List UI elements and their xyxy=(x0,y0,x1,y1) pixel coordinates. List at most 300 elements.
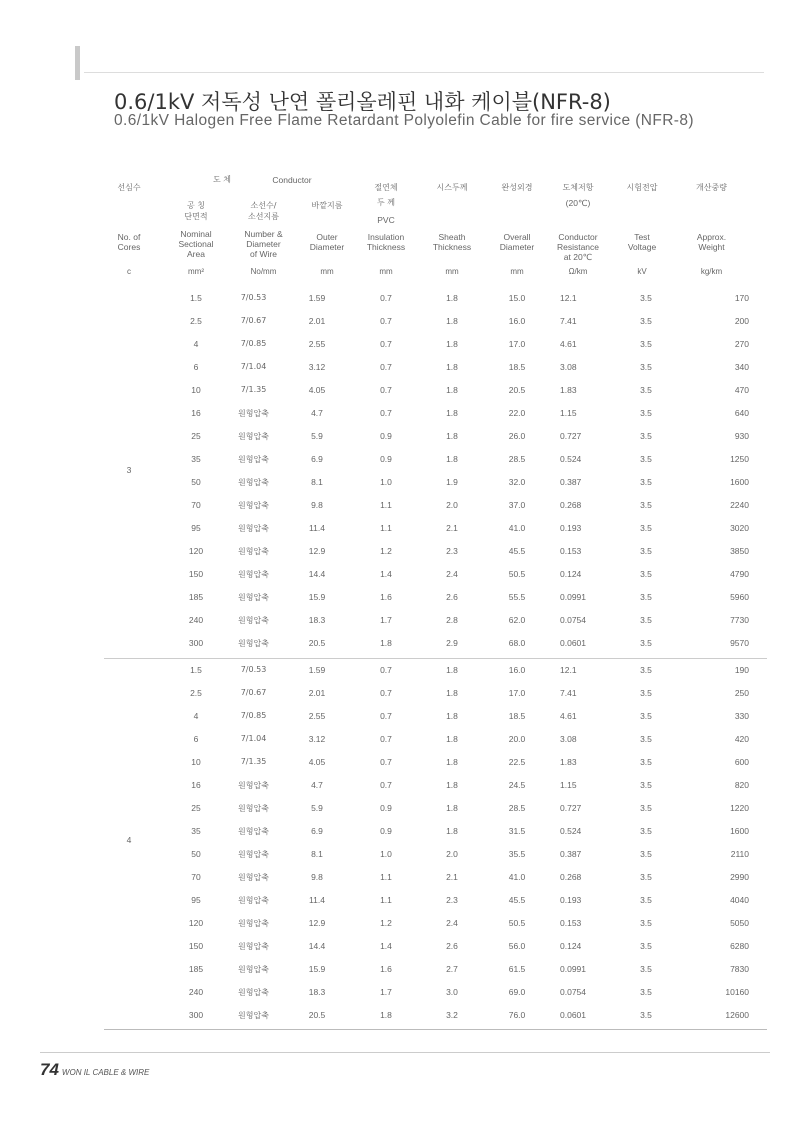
cell-outer-diameter: 2.55 xyxy=(308,339,326,349)
header-weight-en2: Weight xyxy=(698,242,725,252)
cell-resistance: 0.727 xyxy=(560,803,582,813)
cell-insulation: 1.6 xyxy=(380,964,392,974)
cell-overall-diameter: 35.5 xyxy=(508,849,526,859)
cell-overall-diameter: 15.0 xyxy=(508,293,526,303)
cell-weight: 3020 xyxy=(730,523,749,533)
cell-weight: 10160 xyxy=(725,987,749,997)
unit-sheath: mm xyxy=(445,267,459,276)
cell-weight: 270 xyxy=(734,339,749,349)
cell-voltage: 3.5 xyxy=(640,316,652,326)
header-outer-en2: Diameter xyxy=(309,242,345,252)
cell-resistance: 0.0601 xyxy=(560,638,586,648)
cell-area: 185 xyxy=(188,964,204,974)
cell-overall-diameter: 17.0 xyxy=(508,339,526,349)
cell-outer-diameter: 6.9 xyxy=(311,454,323,464)
cell-insulation: 1.2 xyxy=(380,918,392,928)
cell-conductor: 7/0.53 xyxy=(240,293,267,302)
cell-outer-diameter: 2.01 xyxy=(308,316,326,326)
cell-voltage: 3.5 xyxy=(640,987,652,997)
header-insulation-en2: Thickness xyxy=(366,242,406,252)
cell-overall-diameter: 55.5 xyxy=(508,592,526,602)
cell-weight: 170 xyxy=(734,293,749,303)
cell-overall-diameter: 37.0 xyxy=(508,500,526,510)
cell-voltage: 3.5 xyxy=(640,849,652,859)
cell-conductor: 원형압축 xyxy=(238,781,269,790)
cell-weight: 1250 xyxy=(730,454,749,464)
cell-sheath: 2.6 xyxy=(446,592,458,602)
cell-sheath: 1.8 xyxy=(446,757,458,767)
cell-outer-diameter: 6.9 xyxy=(311,826,323,836)
unit-number: No/mm xyxy=(250,267,277,276)
cell-insulation: 0.7 xyxy=(380,665,392,675)
cell-resistance: 0.124 xyxy=(560,941,582,951)
cell-resistance: 4.61 xyxy=(560,711,577,721)
cell-voltage: 3.5 xyxy=(640,615,652,625)
cell-voltage: 3.5 xyxy=(640,757,652,767)
cell-outer-diameter: 12.9 xyxy=(308,546,326,556)
cell-outer-diameter: 5.9 xyxy=(311,431,323,441)
header-outer-en1: Outer xyxy=(316,232,338,242)
cell-conductor: 원형압축 xyxy=(238,409,269,418)
cell-resistance: 4.61 xyxy=(560,339,577,349)
table-row xyxy=(104,866,767,889)
header-cores-en1: No. of xyxy=(117,232,141,242)
cell-weight: 5050 xyxy=(730,918,749,928)
cell-overall-diameter: 24.5 xyxy=(508,780,526,790)
header-resistance-en3: at 20℃ xyxy=(563,252,593,262)
cell-insulation: 1.7 xyxy=(380,987,392,997)
cell-insulation: 1.1 xyxy=(380,872,392,882)
header-number-ko2: 소선지름 xyxy=(248,212,279,221)
cell-resistance: 12.1 xyxy=(560,293,577,303)
cell-conductor: 원형압축 xyxy=(238,896,269,905)
cell-resistance: 0.268 xyxy=(560,872,582,882)
cell-sheath: 2.3 xyxy=(446,546,458,556)
cell-insulation: 0.7 xyxy=(380,339,392,349)
cell-resistance: 0.727 xyxy=(560,431,582,441)
cell-voltage: 3.5 xyxy=(640,711,652,721)
cell-voltage: 3.5 xyxy=(640,895,652,905)
table-row xyxy=(104,586,767,609)
header-insulation-pvc: PVC xyxy=(377,215,395,225)
header-sheath-en2: Thickness xyxy=(432,242,472,252)
cell-conductor: 7/0.85 xyxy=(240,339,267,348)
header-area-en3: Area xyxy=(187,249,205,259)
header-overall-ko: 완성외경 xyxy=(501,183,533,192)
cell-resistance: 0.524 xyxy=(560,826,582,836)
footer xyxy=(40,1060,149,1080)
core-count-label: 3 xyxy=(126,465,132,475)
footer-rule xyxy=(40,1052,770,1053)
header-weight-ko: 개산중량 xyxy=(696,183,727,192)
cell-voltage: 3.5 xyxy=(640,339,652,349)
cell-weight: 190 xyxy=(734,665,749,675)
cell-area: 6 xyxy=(193,362,199,372)
cell-insulation: 1.4 xyxy=(380,941,392,951)
cell-sheath: 3.2 xyxy=(446,1010,458,1020)
cell-area: 150 xyxy=(188,569,204,579)
cell-conductor: 7/0.67 xyxy=(240,688,267,697)
table-row xyxy=(104,402,767,425)
header-voltage-en1: Test xyxy=(634,232,650,242)
cell-weight: 340 xyxy=(734,362,749,372)
cell-area: 120 xyxy=(188,546,204,556)
cell-conductor: 원형압축 xyxy=(238,524,269,533)
cell-weight: 600 xyxy=(734,757,749,767)
cell-voltage: 3.5 xyxy=(640,1010,652,1020)
cell-weight: 640 xyxy=(734,408,749,418)
cell-voltage: 3.5 xyxy=(640,803,652,813)
table-row xyxy=(104,448,767,471)
table-row xyxy=(104,425,767,448)
cell-sheath: 1.8 xyxy=(446,408,458,418)
cell-conductor: 7/0.67 xyxy=(240,316,267,325)
cell-weight: 9570 xyxy=(730,638,749,648)
header-resistance-ko1: 도체저항 xyxy=(562,183,594,192)
cell-voltage: 3.5 xyxy=(640,665,652,675)
table-row xyxy=(104,310,767,333)
core-count-label: 4 xyxy=(126,835,132,845)
cell-resistance: 0.387 xyxy=(560,849,582,859)
cell-conductor: 원형압축 xyxy=(238,827,269,836)
cell-resistance: 0.193 xyxy=(560,895,582,905)
unit-cores: c xyxy=(127,267,131,276)
cell-sheath: 2.0 xyxy=(446,849,458,859)
cell-insulation: 1.2 xyxy=(380,546,392,556)
cell-insulation: 1.1 xyxy=(380,895,392,905)
cell-sheath: 1.8 xyxy=(446,711,458,721)
cell-area: 300 xyxy=(188,1010,204,1020)
cell-overall-diameter: 62.0 xyxy=(508,615,526,625)
cell-overall-diameter: 50.5 xyxy=(508,918,526,928)
header-number-en1: Number & xyxy=(244,229,283,239)
cell-conductor: 7/1.35 xyxy=(240,757,267,766)
cell-area: 4 xyxy=(193,339,199,349)
header-number-ko1: 소선수/ xyxy=(250,201,277,210)
cell-sheath: 1.8 xyxy=(446,665,458,675)
cell-area: 16 xyxy=(191,780,201,790)
cell-overall-diameter: 28.5 xyxy=(508,454,526,464)
cell-conductor: 7/0.53 xyxy=(240,665,267,674)
table-row xyxy=(104,609,767,632)
cell-conductor: 원형압축 xyxy=(238,547,269,556)
unit-resistance: Ω/km xyxy=(568,267,588,276)
cell-conductor: 원형압축 xyxy=(238,639,269,648)
cell-outer-diameter: 20.5 xyxy=(308,638,326,648)
cell-outer-diameter: 14.4 xyxy=(308,941,326,951)
cell-area: 25 xyxy=(191,431,201,441)
cell-conductor: 원형압축 xyxy=(238,942,269,951)
cell-insulation: 1.8 xyxy=(380,638,392,648)
cell-sheath: 1.8 xyxy=(446,826,458,836)
cell-area: 4 xyxy=(193,711,199,721)
cell-area: 25 xyxy=(191,803,201,813)
cell-outer-diameter: 2.55 xyxy=(308,711,326,721)
cell-conductor: 원형압축 xyxy=(238,616,269,625)
cell-outer-diameter: 15.9 xyxy=(308,592,326,602)
cell-insulation: 1.8 xyxy=(380,1010,392,1020)
cell-sheath: 2.4 xyxy=(446,918,458,928)
cell-sheath: 2.7 xyxy=(446,964,458,974)
cell-conductor: 원형압축 xyxy=(238,593,269,602)
page-number: 74 xyxy=(40,1060,59,1079)
cell-overall-diameter: 45.5 xyxy=(508,895,526,905)
unit-outer: mm xyxy=(320,267,334,276)
unit-weight: kg/km xyxy=(700,267,723,276)
cell-insulation: 0.7 xyxy=(380,362,392,372)
header-cores-en2: Cores xyxy=(117,242,141,252)
cell-conductor: 7/1.04 xyxy=(240,362,267,371)
cell-outer-diameter: 4.7 xyxy=(311,408,323,418)
cell-voltage: 3.5 xyxy=(640,477,652,487)
header-overall-en2: Diameter xyxy=(499,242,535,252)
cell-resistance: 0.153 xyxy=(560,546,582,556)
cell-area: 35 xyxy=(191,826,201,836)
cell-area: 1.5 xyxy=(190,665,202,675)
cell-area: 1.5 xyxy=(190,293,202,303)
cell-resistance: 0.0991 xyxy=(560,592,586,602)
header-conductor-ko: 도 체 xyxy=(213,175,231,184)
header-resistance-ko2: (20℃) xyxy=(565,198,591,208)
cell-voltage: 3.5 xyxy=(640,964,652,974)
cell-outer-diameter: 1.59 xyxy=(308,293,326,303)
header-conductor-en: Conductor xyxy=(272,175,312,185)
margin-bar xyxy=(75,46,80,80)
table-row xyxy=(104,632,767,655)
cell-overall-diameter: 68.0 xyxy=(508,638,526,648)
cell-sheath: 1.8 xyxy=(446,385,458,395)
cell-overall-diameter: 69.0 xyxy=(508,987,526,997)
table-row xyxy=(104,540,767,563)
cell-overall-diameter: 16.0 xyxy=(508,316,526,326)
top-rule xyxy=(84,72,764,73)
cell-insulation: 0.7 xyxy=(380,293,392,303)
cell-conductor: 원형압축 xyxy=(238,873,269,882)
cell-resistance: 0.0754 xyxy=(560,987,586,997)
cell-sheath: 1.8 xyxy=(446,734,458,744)
table-row xyxy=(104,751,767,774)
page-title-korean: 0.6/1kV 저독성 난연 폴리올레핀 내화 케이블(NFR-8) xyxy=(114,90,611,114)
cell-weight: 1220 xyxy=(730,803,749,813)
cell-sheath: 1.9 xyxy=(446,477,458,487)
company-name: WON IL CABLE & WIRE xyxy=(61,1068,150,1077)
cell-weight: 2240 xyxy=(730,500,749,510)
cell-overall-diameter: 17.0 xyxy=(508,688,526,698)
cell-area: 16 xyxy=(191,408,201,418)
cell-weight: 820 xyxy=(734,780,749,790)
cell-overall-diameter: 22.0 xyxy=(508,408,526,418)
table-row xyxy=(104,820,767,843)
cell-sheath: 3.0 xyxy=(446,987,458,997)
cell-sheath: 2.8 xyxy=(446,615,458,625)
cell-weight: 1600 xyxy=(730,826,749,836)
cell-resistance: 0.153 xyxy=(560,918,582,928)
cell-voltage: 3.5 xyxy=(640,523,652,533)
cell-voltage: 3.5 xyxy=(640,688,652,698)
cell-overall-diameter: 61.5 xyxy=(508,964,526,974)
cell-voltage: 3.5 xyxy=(640,941,652,951)
cell-outer-diameter: 3.12 xyxy=(308,362,326,372)
table-row xyxy=(104,912,767,935)
cell-weight: 420 xyxy=(734,734,749,744)
table-row xyxy=(104,356,767,379)
cell-sheath: 1.8 xyxy=(446,803,458,813)
cell-conductor: 원형압축 xyxy=(238,455,269,464)
cell-overall-diameter: 32.0 xyxy=(508,477,526,487)
cell-area: 240 xyxy=(188,987,204,997)
header-sheath-en1: Sheath xyxy=(438,232,466,242)
table-row xyxy=(104,705,767,728)
cell-insulation: 0.7 xyxy=(380,757,392,767)
cell-sheath: 1.8 xyxy=(446,316,458,326)
cell-outer-diameter: 8.1 xyxy=(311,849,323,859)
cell-insulation: 1.0 xyxy=(380,849,392,859)
cell-resistance: 12.1 xyxy=(560,665,577,675)
cell-sheath: 1.8 xyxy=(446,293,458,303)
cell-area: 95 xyxy=(191,895,201,905)
cell-resistance: 1.15 xyxy=(560,780,577,790)
cell-area: 70 xyxy=(191,872,201,882)
cell-resistance: 0.0754 xyxy=(560,615,586,625)
cell-sheath: 2.9 xyxy=(446,638,458,648)
header-area-ko1: 공 칭 xyxy=(187,201,205,210)
cell-overall-diameter: 20.5 xyxy=(508,385,526,395)
cell-voltage: 3.5 xyxy=(640,500,652,510)
cell-insulation: 1.1 xyxy=(380,523,392,533)
cell-voltage: 3.5 xyxy=(640,872,652,882)
cell-insulation: 0.7 xyxy=(380,316,392,326)
cell-voltage: 3.5 xyxy=(640,734,652,744)
cell-outer-diameter: 11.4 xyxy=(309,523,325,533)
cell-weight: 250 xyxy=(734,688,749,698)
cell-outer-diameter: 9.8 xyxy=(311,872,323,882)
cell-area: 240 xyxy=(188,615,204,625)
unit-area: mm² xyxy=(188,267,204,276)
header-voltage-ko: 시험전압 xyxy=(626,183,658,192)
table-row xyxy=(104,797,767,820)
cell-weight: 3850 xyxy=(730,546,749,556)
cell-area: 50 xyxy=(191,477,201,487)
cell-voltage: 3.5 xyxy=(640,546,652,556)
table-row xyxy=(104,379,767,402)
cell-outer-diameter: 8.1 xyxy=(311,477,323,487)
header-cores-ko: 선심수 xyxy=(117,183,141,192)
table-row xyxy=(104,728,767,751)
cell-outer-diameter: 14.4 xyxy=(308,569,326,579)
cell-outer-diameter: 4.05 xyxy=(308,757,326,767)
cell-weight: 12600 xyxy=(725,1010,749,1020)
cell-area: 10 xyxy=(191,385,201,395)
cell-area: 95 xyxy=(191,523,201,533)
cell-sheath: 2.1 xyxy=(446,872,458,882)
unit-insulation: mm xyxy=(379,267,393,276)
cell-weight: 330 xyxy=(734,711,749,721)
cell-outer-diameter: 2.01 xyxy=(308,688,326,698)
cell-conductor: 원형압축 xyxy=(238,570,269,579)
cell-insulation: 0.9 xyxy=(380,803,392,813)
table-bottom-rule xyxy=(104,1029,767,1030)
cell-insulation: 1.6 xyxy=(380,592,392,602)
cell-resistance: 0.0601 xyxy=(560,1010,586,1020)
cell-overall-diameter: 28.5 xyxy=(508,803,526,813)
cell-insulation: 0.9 xyxy=(380,454,392,464)
header-number-en3: of Wire xyxy=(250,249,277,259)
cell-area: 150 xyxy=(188,941,204,951)
cell-voltage: 3.5 xyxy=(640,385,652,395)
cell-area: 2.5 xyxy=(190,688,202,698)
table-row xyxy=(104,843,767,866)
table-row xyxy=(104,517,767,540)
cell-resistance: 0.268 xyxy=(560,500,582,510)
header-voltage-en2: Voltage xyxy=(627,242,657,252)
table-row xyxy=(104,1004,767,1027)
table-row xyxy=(104,333,767,356)
cell-conductor: 원형압축 xyxy=(238,501,269,510)
cell-conductor: 7/0.85 xyxy=(240,711,267,720)
cell-resistance: 1.83 xyxy=(560,757,577,767)
cell-outer-diameter: 18.3 xyxy=(308,987,326,997)
cell-voltage: 3.5 xyxy=(640,780,652,790)
cell-voltage: 3.5 xyxy=(640,362,652,372)
cell-overall-diameter: 31.5 xyxy=(508,826,526,836)
cell-outer-diameter: 5.9 xyxy=(311,803,323,813)
header-insulation-ko2: 두 께 xyxy=(377,198,395,207)
cell-sheath: 2.4 xyxy=(446,569,458,579)
cell-overall-diameter: 22.5 xyxy=(508,757,526,767)
cell-weight: 1600 xyxy=(730,477,749,487)
cell-sheath: 2.6 xyxy=(446,941,458,951)
cell-resistance: 1.15 xyxy=(560,408,577,418)
cell-weight: 4790 xyxy=(730,569,749,579)
cell-weight: 4040 xyxy=(730,895,749,905)
header-resistance-en1: Conductor xyxy=(558,232,598,242)
cell-voltage: 3.5 xyxy=(640,431,652,441)
cell-weight: 6280 xyxy=(730,941,749,951)
cell-voltage: 3.5 xyxy=(640,408,652,418)
cell-voltage: 3.5 xyxy=(640,592,652,602)
cell-voltage: 3.5 xyxy=(640,918,652,928)
cell-insulation: 0.7 xyxy=(380,688,392,698)
table-row xyxy=(104,889,767,912)
cell-sheath: 1.8 xyxy=(446,431,458,441)
table-row xyxy=(104,563,767,586)
cell-outer-diameter: 9.8 xyxy=(311,500,323,510)
cell-insulation: 1.4 xyxy=(380,569,392,579)
cell-overall-diameter: 26.0 xyxy=(508,431,526,441)
cell-outer-diameter: 18.3 xyxy=(308,615,326,625)
cell-conductor: 원형압축 xyxy=(238,965,269,974)
cell-insulation: 0.7 xyxy=(380,734,392,744)
cell-resistance: 0.124 xyxy=(560,569,582,579)
cell-sheath: 1.8 xyxy=(446,780,458,790)
cell-resistance: 0.387 xyxy=(560,477,582,487)
cell-voltage: 3.5 xyxy=(640,638,652,648)
cell-resistance: 3.08 xyxy=(560,734,577,744)
cell-insulation: 0.7 xyxy=(380,780,392,790)
cell-outer-diameter: 4.05 xyxy=(308,385,326,395)
cell-weight: 470 xyxy=(734,385,749,395)
cell-area: 70 xyxy=(191,500,201,510)
cell-insulation: 0.7 xyxy=(380,711,392,721)
cell-sheath: 2.0 xyxy=(446,500,458,510)
cell-outer-diameter: 20.5 xyxy=(308,1010,326,1020)
cell-outer-diameter: 12.9 xyxy=(308,918,326,928)
table-row xyxy=(104,659,767,682)
cell-sheath: 2.3 xyxy=(446,895,458,905)
cell-voltage: 3.5 xyxy=(640,569,652,579)
cell-insulation: 1.1 xyxy=(380,500,392,510)
header-sheath-ko: 시스두께 xyxy=(436,183,468,192)
